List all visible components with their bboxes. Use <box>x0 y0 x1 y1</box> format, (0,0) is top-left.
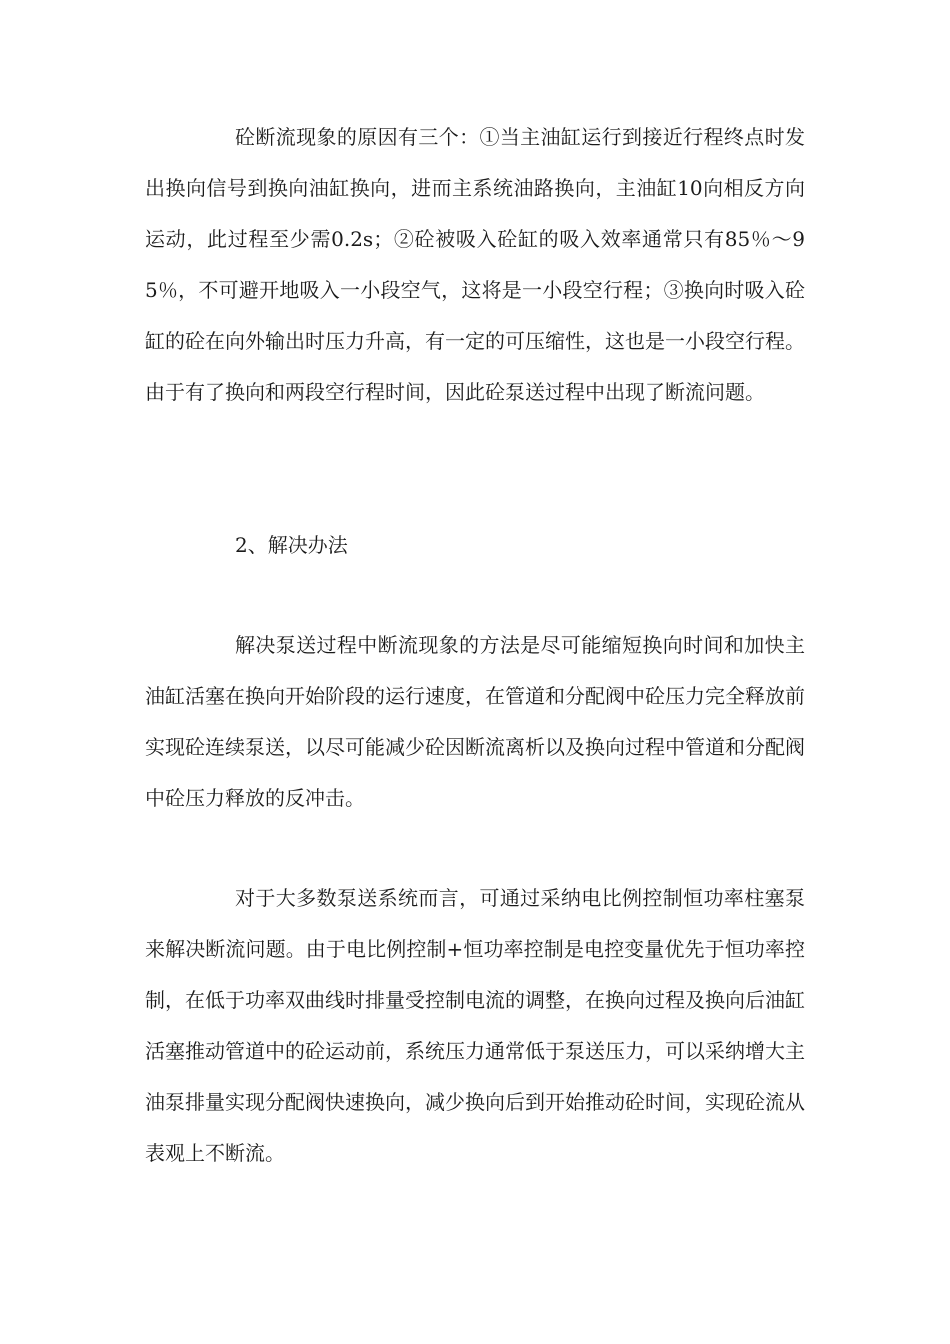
section-heading-solution: 2、解决办法 <box>235 533 348 557</box>
paragraph-pump-system: 对于大多数泵送系统而言，可通过采纳电比例控制恒功率柱塞泵来解决断流问题。由于电比例控制+恒功率控制是电控变量优先于恒功率控制，在低于功率双曲线时排量受控制电流的调整，在换向过程及换向后油缸活塞推动管道中的砼运动前，系统压力通常低于泵送压力，可以采纳增大主油泵排量实现分配阀快速换向，减少换向后到开始推动砼时间，实现砼流从表观上不断流。 <box>145 886 805 1165</box>
paragraph-solution-method: 解决泵送过程中断流现象的方法是尽可能缩短换向时间和加快主油缸活塞在换向开始阶段的运行速度，在管道和分配阀中砼压力完全释放前实现砼连续泵送，以尽可能减少砼因断流离析以及换向过程中管道和分配阀中砼压力释放的反冲击。 <box>145 633 805 810</box>
paragraph-causes: 砼断流现象的原因有三个：①当主油缸运行到接近行程终点时发出换向信号到换向油缸换向，进而主系统油路换向，主油缸10向相反方向运动，此过程至少需0.2s；②砼被吸入砼缸的吸入效率通常只有85％～95％，不可避开地吸入一小段空气，这将是一小段空行程；③换向时吸入砼缸的砼在向外输出时压力升高，有一定的可压缩性，这也是一小段空行程。由于有了换向和两段空行程时间，因此砼泵送过程中出现了断流问题。 <box>145 125 805 404</box>
